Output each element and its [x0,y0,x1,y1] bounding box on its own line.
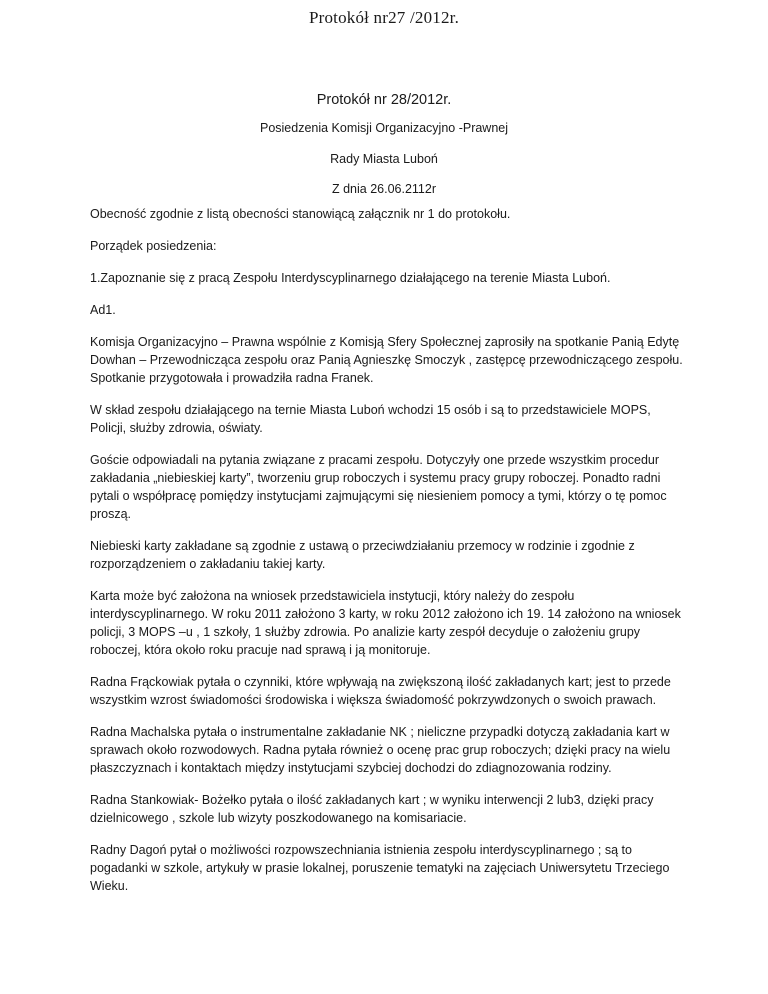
document-date: Z dnia 26.06.2112r [331,182,436,196]
paragraph-stankowiak: Radna Stankowiak- Bożełko pytała o ilość zakładanych kart ; w wyniku interwencji 2 lub3, dzięki pracy dzielnicowego , szkole lub wizyty poszkodowanego na komisariacie. [90,793,654,825]
document-subtitle-committee: Posiedzenia Komisji Organizacyjno -Prawnej [259,121,509,135]
paragraph-attendance: Obecność zgodnie z listą obecności stanowiącą załącznik nr 1 do protokołu. [90,207,511,221]
paragraph-dagon: Radny Dagoń pytał o możliwości rozpowszechniania istnienia zespołu interdyscyplinarnego ; są to pogadanki w szkole, artykuły w prasie lokalnej, poruszenie tematyki na zajęciach Uniwersytetu Trzeciego Wieku. [90,843,670,893]
document-subtitle-council: Rady Miasta Luboń [330,152,438,166]
paragraph-frackowiak: Radna Frąckowiak pytała o czynniki, które wpływają na zwiększoną ilość zakładanych kart; jest to przede wszystkim wzrost świadomości środowiska i większa świadomość pokrzywdzonych o swoich prawach. [90,675,671,707]
document-body [90,205,690,909]
paragraph-card-statistics: Karta może być założona na wniosek przedstawiciela instytucji, który należy do zespołu interdyscyplinarnego. W roku 2011 założono 3 karty, w roku 2012 założono ich 19. 14 założono na wniosek policji, 3 MOPS –u , 1 szkoły, 1 służby zdrowia. Po analizie karty zespół decyduje o założeniu grupy roboczej, która około roku pracuje nad sprawą i ją monitoruje. [90,589,681,657]
paragraph-agenda-item-1: 1.Zapoznanie się z pracą Zespołu Interdyscyplinarnego działającego na terenie Miasta Luboń. [90,271,611,285]
paragraph-ad1-heading: Ad1. [90,303,116,317]
paragraph-agenda-heading: Porządek posiedzenia: [90,239,217,253]
document-title: Protokół nr 28/2012r. [316,92,452,108]
paragraph-machalska: Radna Machalska pytała o instrumentalne zakładanie NK ; nieliczne przypadki dotyczą zakładania kart w sprawach około rozwodowych. Radna pytała również o ocenę prac grup roboczych; dzięki pracy na wielu płaszczyznach i kontaktach między instytucjami szybciej dochodzi do zdiagnozowania rodziny. [90,725,671,775]
paragraph-team-composition: W skład zespołu działającego na ternie Miasta Luboń wchodzi 15 osób i są to przedstawiciele MOPS, Policji, służby zdrowia, oświaty. [90,403,651,435]
paragraph-guest-questions: Goście odpowiadali na pytania związane z pracami zespołu. Dotyczyły one przede wszystkim procedur zakładania „niebieskiej karty”, tworzeniu grup roboczych i systemu pracy grupy roboczej. Ponadto radni pytali o współpracę pomiędzy instytucjami zajmującymi się niesieniem pomocy a tymi, którzy o tę pomoc proszą. [90,453,667,521]
running-header: Protokół nr27 /2012r. [308,8,460,27]
paragraph-blue-card-law: Niebieski karty zakładane są zgodnie z ustawą o przeciwdziałaniu przemocy w rodzinie i zgodnie z rozporządzeniem o zakładaniu takiej karty. [90,539,635,571]
paragraph-meeting-intro: Komisja Organizacyjno – Prawna wspólnie z Komisją Sfery Społecznej zaprosiły na spotkanie Panią Edytę Dowhan – Przewodnicząca zespołu oraz Panią Agnieszkę Smoczyk , zastępcę przewodniczącego zespołu. Spotkanie przygotowała i prowadziła radna Franek. [90,335,683,385]
